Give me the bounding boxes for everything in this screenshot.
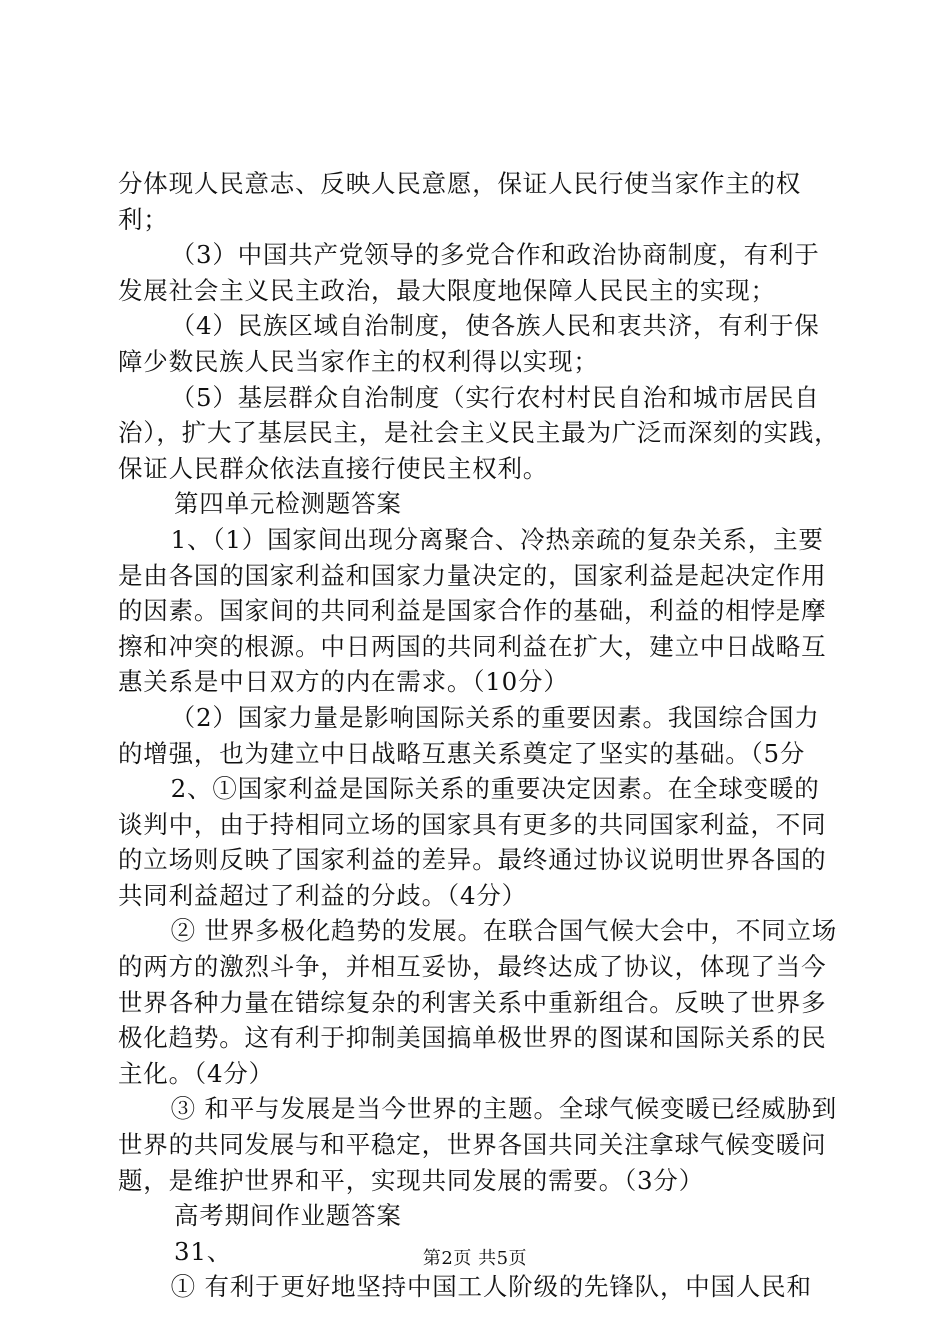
- answer-2-point-1: 2、①国家利益是国际关系的重要决定因素。在全球变暖的谈判中，由于持相同立场的国家具有更多的共同国家利益，不同的立场则反映了国家利益的差异。最终通过协议说明世界各国的共同利益超过了利益的分歧。（4分）: [118, 774, 827, 910]
- answer-2-point-3: ③ 和平与发展是当今世界的主题。全球气候变暖已经威胁到世界的共同发展与和平稳定，世界各国共同关注拿球气候变暖问题，是维护世界和平，实现共同发展的需要。（3分）: [118, 1094, 838, 1195]
- paragraph-item-4: （4）民族区域自治制度，使各族人民和衷共济，有利于保障少数民族人民当家作主的权利得以实现；: [118, 311, 820, 376]
- answer-1-part-1: 1、（1）国家间出现分离聚合、冷热亲疏的复杂关系，主要是由各国的国家利益和国家力量决定的，国家利益是起决定作用的因素。国家间的共同利益是国家合作的基础，利益的相悖是摩擦和冲突的根源。中日两国的共同利益在扩大，建立中日战略互惠关系是中日双方的内在需求。（10分）: [118, 524, 827, 697]
- answer-31-point-1: ① 有利于更好地坚持中国工人阶级的先锋队，中国人民和: [170, 1272, 812, 1302]
- paragraph-item-3: （3）中国共产党领导的多党合作和政治协商制度，有利于发展社会主义民主政治，最大限度地保障人民民主的实现；: [118, 240, 820, 305]
- answer-2-point-2: ② 世界多极化趋势的发展。在联合国气候大会中，不同立场的两方的激烈斗争，并相互妥协，最终达成了协议，体现了当今世界各种力量在错综复杂的利害关系中重新组合。反映了世界多极化趋势。这有利于抑制美国搞单极世界的图谋和国际关系的民主化。（4分）: [118, 916, 838, 1088]
- question-number-31: 31、: [174, 1236, 233, 1266]
- paragraph-continuation: 分体现人民意志、反映人民意愿，保证人民行使当家作主的权利；: [118, 169, 802, 234]
- answer-1-part-2: （2）国家力量是影响国际关系的重要因素。我国综合国力的增强，也为建立中日战略互惠关系奠定了坚实的基础。（5分: [118, 702, 820, 768]
- document-body: [118, 166, 843, 1305]
- section-heading-exam-homework: 高考期间作业题答案: [174, 1201, 402, 1231]
- section-heading-unit-4: 第四单元检测题答案: [174, 489, 402, 519]
- paragraph-item-5: （5）基层群众自治制度（实行农村村民自治和城市居民自治），扩大了基层民主，是社会主义民主最为广泛而深刻的实践，保证人民群众依法直接行使民主权利。: [118, 382, 840, 483]
- page-footer: 第2页 共5页: [422, 1248, 528, 1269]
